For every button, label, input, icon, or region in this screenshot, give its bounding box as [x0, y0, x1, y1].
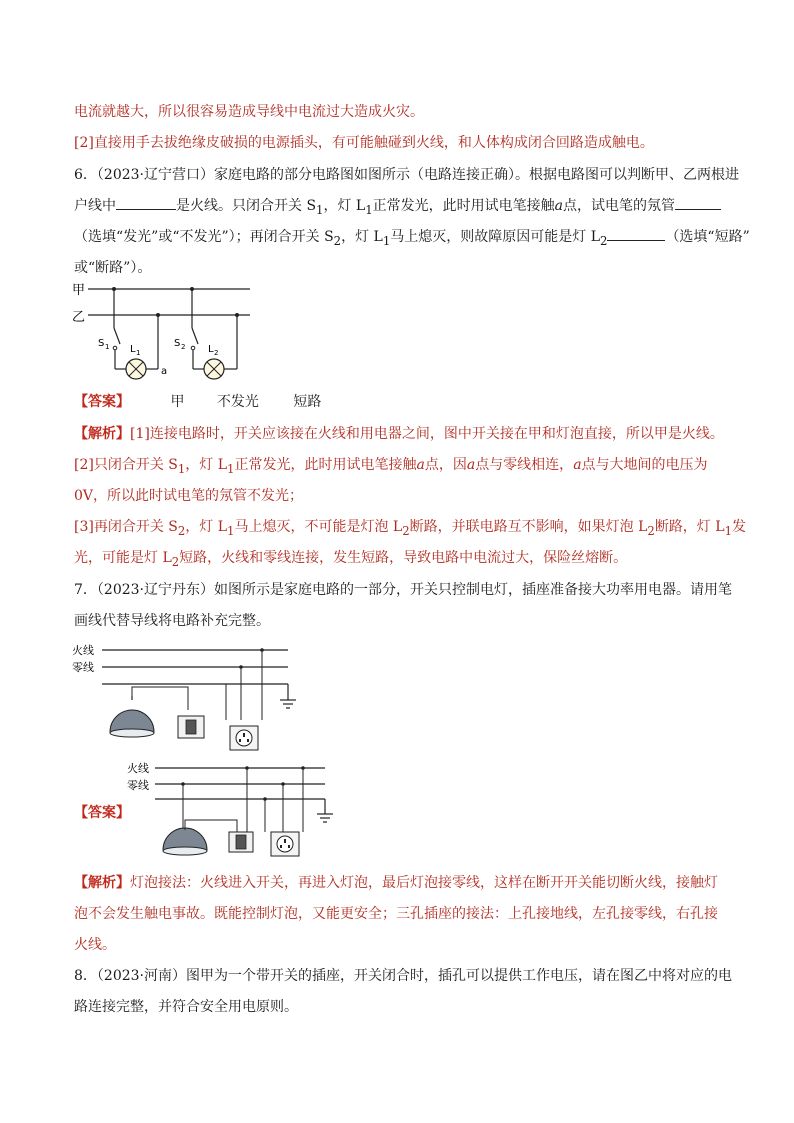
- q7-answer-line: 【答案】: [74, 805, 130, 821]
- answer-1: 甲: [170, 394, 185, 410]
- answer-blank: [607, 228, 665, 241]
- svg-text:火线: 火线: [127, 762, 149, 775]
- q8-stem-line-2: 路连接完整，并符合安全用电原则。: [74, 999, 298, 1015]
- q6-stem-line-2: 户线中 是火线。只闭合开关 $S_1$，灯 $L_1$正常发光，此时用试电笔接触a点，试电笔的氖管: [74, 196, 721, 220]
- q7-answer-diagram: [125, 758, 355, 858]
- q6-analysis-3: 0V，所以此时试电笔的氖管不发光；: [74, 488, 304, 504]
- q6-circuit-diagram: [70, 280, 260, 390]
- q8-stem-line-1: 8．（2023·河南）图甲为一个带开关的插座，开关闭合时，插孔可以提供工作电压，请在图乙中将对应的电: [74, 968, 732, 984]
- q7-analysis-2: 泡不会发生触电事故。既能控制灯泡，又能更安全；三孔插座的接法：上孔接地线，左孔接零线，右孔接: [74, 906, 718, 922]
- svg-text:零线: 零线: [127, 779, 149, 792]
- q7-analysis-3: 火线。: [74, 937, 116, 953]
- q6-stem-line-1: 6．（2023·辽宁营口）家庭电路的部分电路图如图所示（电路连接正确）。根据电路图可以判断甲、乙两根进: [74, 167, 739, 183]
- q6-analysis-1: 【解析】[1]连接电路时，开关应该接在火线和用电器之间，图中开关接在甲和灯泡直接，所以甲是火线。: [74, 426, 724, 442]
- q6-analysis-2: [2]只闭合开关 $S_1$，灯 $L_1$正常发光，此时用试电笔接触a点，因a点与零线相连，a点与大地间的电压为: [74, 457, 708, 476]
- svg-text:火线: 火线: [72, 644, 94, 657]
- q6-stem-line-3: （选填“发光”或“不发光”）；再闭合开关 $S_2$，灯 $L_1$马上熄灭，则故障原因可能是灯 $L_2$ （选填“短路”: [74, 229, 750, 248]
- svg-text:2: 2: [181, 343, 186, 351]
- svg-text:1: 1: [136, 349, 141, 357]
- answer-2: 不发光: [216, 394, 259, 410]
- q7-stem-line-1: 7．（2023·辽宁丹东）如图所示是家庭电路的一部分，开关只控制电灯，插座准备接大功率用电器。请用笔: [74, 582, 732, 598]
- q6-stem-line-4: 或“断路”）。: [74, 260, 152, 276]
- q7-wiring-diagram: [70, 640, 310, 755]
- answer-blank: [116, 197, 176, 210]
- svg-text:a: a: [161, 366, 168, 377]
- svg-text:乙: 乙: [72, 310, 86, 325]
- prev-explanation-line-2: [2]直接用手去拔绝缘皮破损的电源插头，有可能触碰到火线，和人体构成闭合回路造成触电。: [74, 135, 654, 151]
- q7-stem-line-2: 画线代替导线将电路补充完整。: [74, 613, 270, 629]
- q7-analysis-1: 【解析】灯泡接法：火线进入开关，再进入灯泡，最后灯泡接零线，这样在断开开关能切断火线，接触灯: [74, 875, 718, 891]
- answer-3: 短路: [293, 394, 322, 410]
- svg-text:甲: 甲: [72, 283, 86, 298]
- svg-text:S: S: [174, 338, 181, 349]
- answer-blank: [675, 197, 721, 210]
- svg-text:2: 2: [214, 349, 219, 357]
- svg-text:S: S: [98, 338, 105, 349]
- svg-text:1: 1: [105, 343, 110, 351]
- q6-analysis-5: 光，可能是灯 $L_2$短路，火线和零线连接，发生短路，导致电路中电流过大，保险丝熔断。: [74, 550, 628, 569]
- q6-answer-line: 【答案】 甲 不发光 短路: [74, 394, 322, 410]
- prev-explanation-line: 电流就越大，所以很容易造成导线中电流过大造成火灾。: [74, 104, 424, 120]
- svg-text:零线: 零线: [72, 661, 94, 674]
- svg-text:L: L: [130, 344, 136, 355]
- svg-text:L: L: [208, 344, 214, 355]
- q6-analysis-4: [3]再闭合开关 $S_2$，灯 $L_1$马上熄灭，不可能是灯泡 $L_2$断路，并联电路互不影响，如果灯泡 $L_2$断路，灯 $L_1$发: [74, 519, 746, 538]
